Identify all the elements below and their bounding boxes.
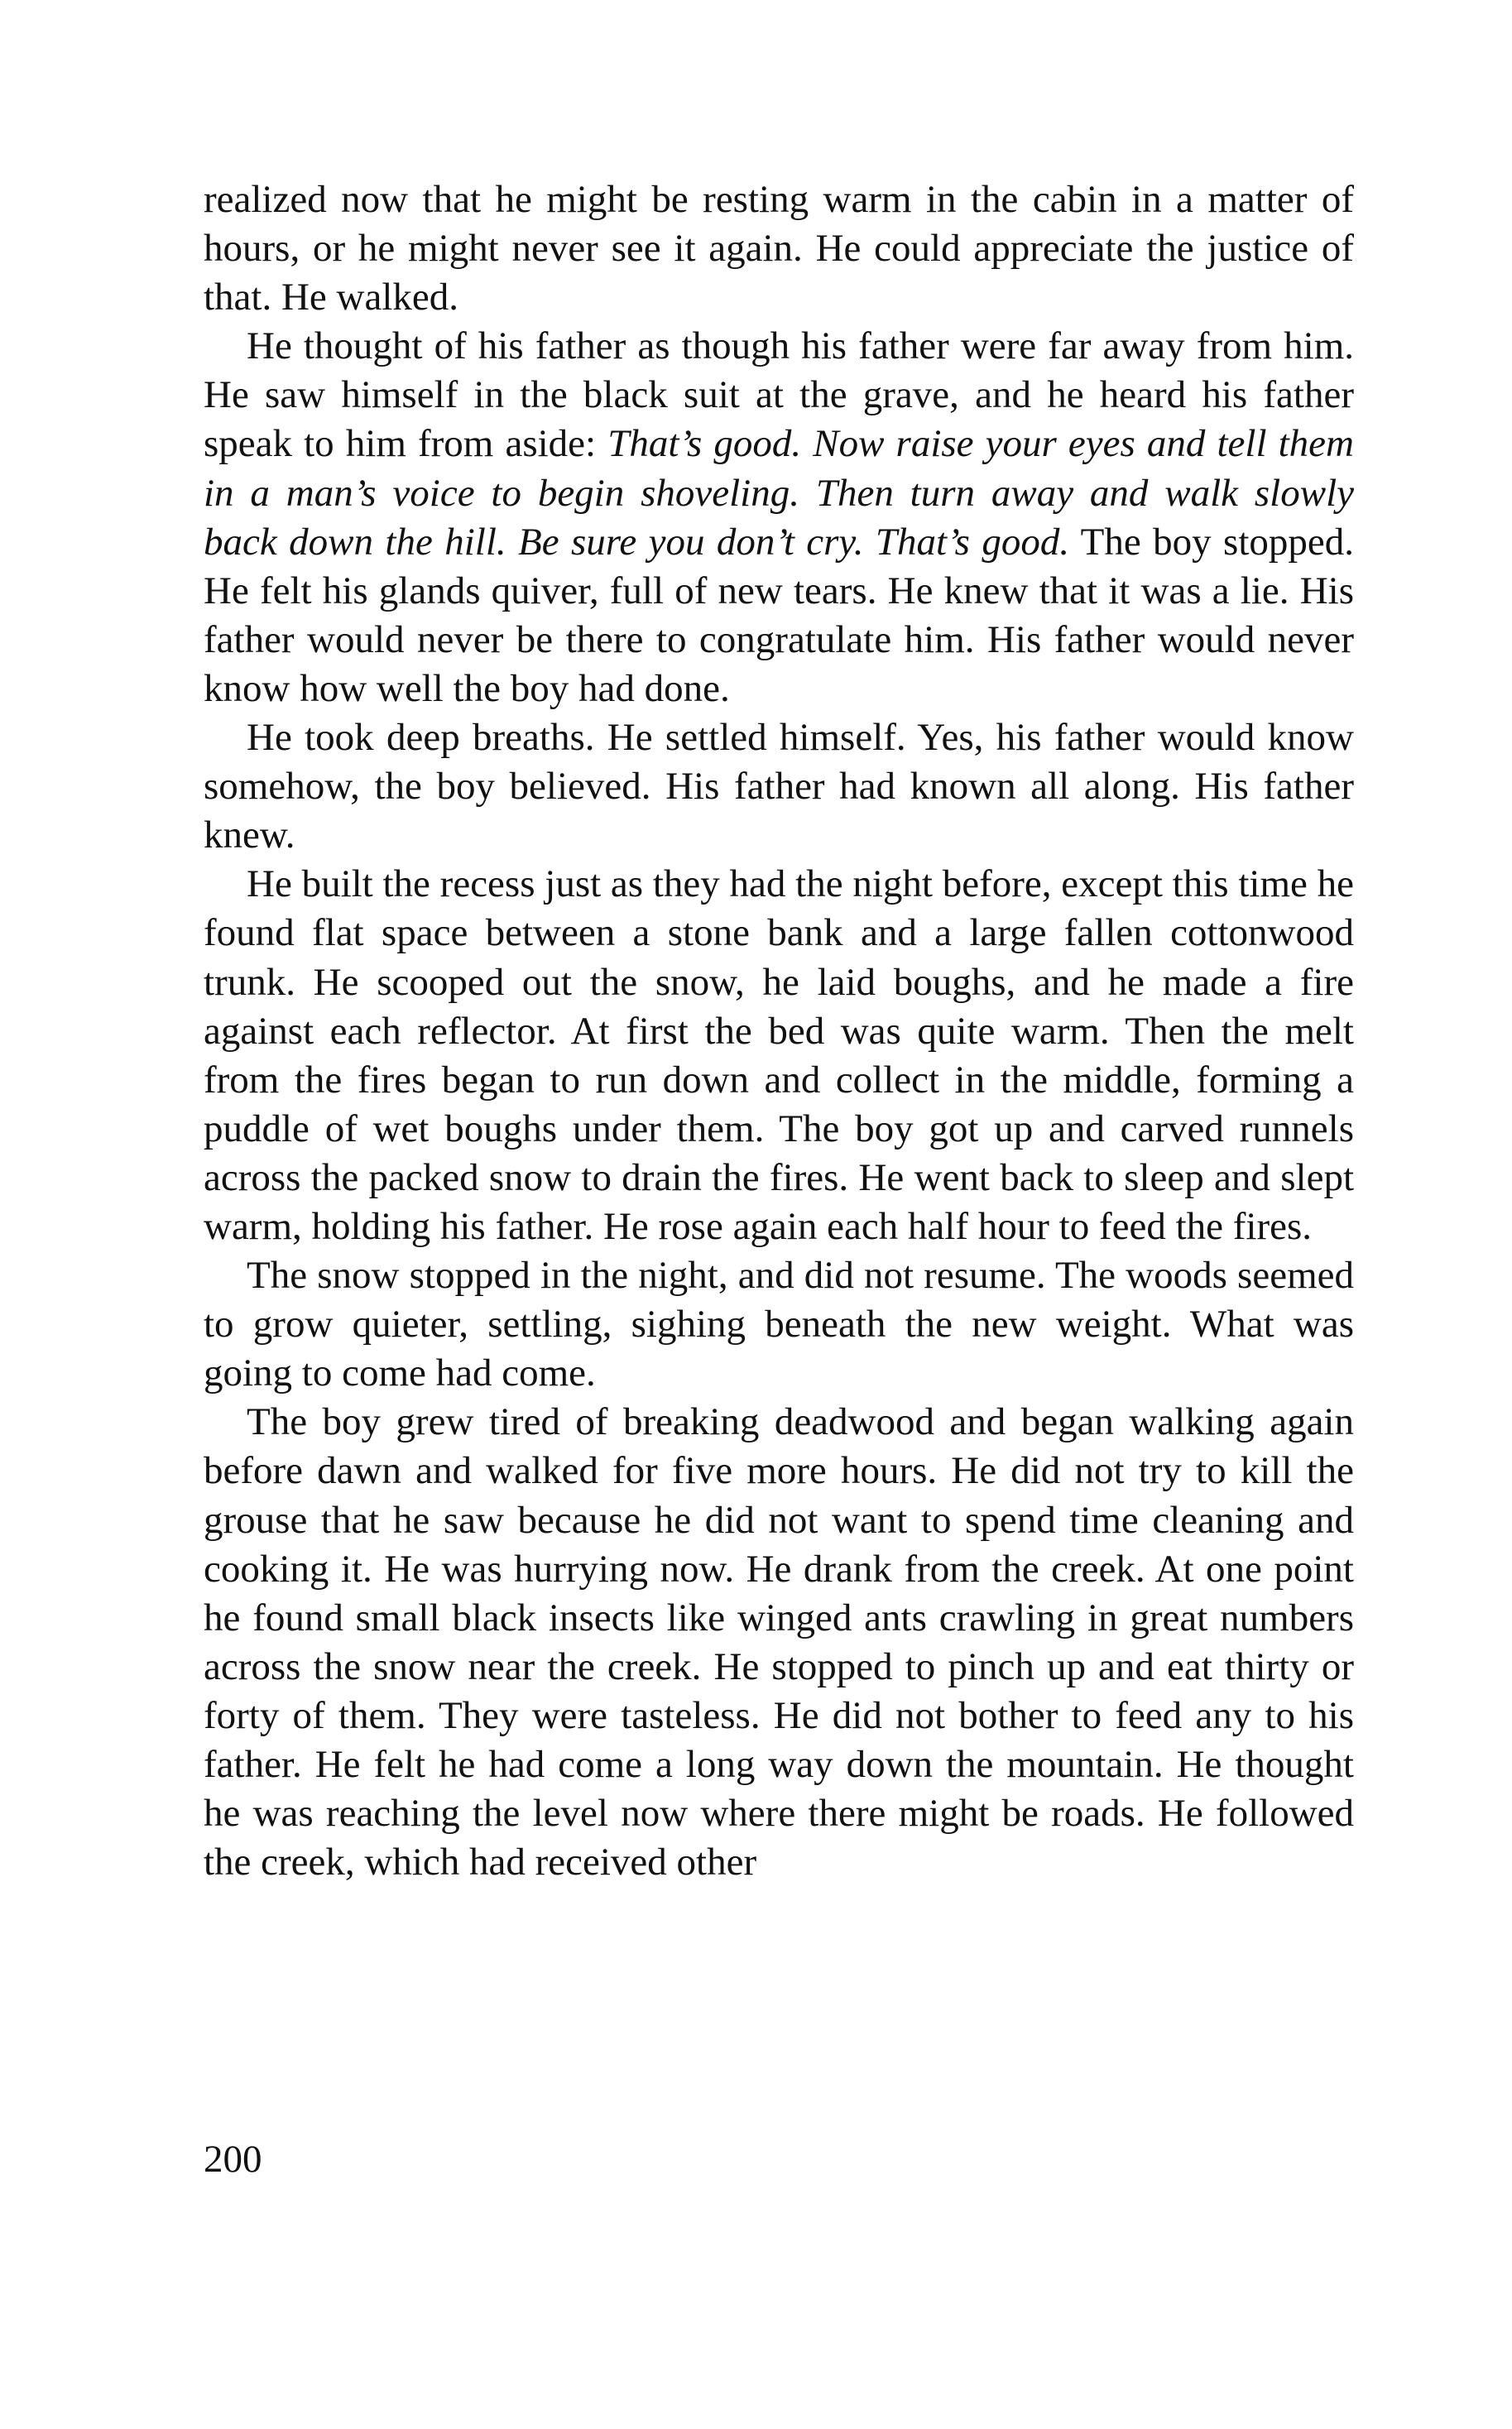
page-number: 200 — [204, 2138, 262, 2181]
text-span: realized now that he might be resting warm in the cabin in a matter of hours, or he might never see it again. He could appreciate the justice of that. He walked. — [204, 178, 1354, 319]
paragraph-6 — [204, 1398, 1354, 1887]
text-span: The boy grew tired of breaking deadwood and began walking again before dawn and walked for five more hours. He did not try to kill the grouse that he saw because he did not want to spend time cleaning and cooking it. He was hurrying now. He drank from the creek. At one point he found small black insects like winged ants crawling in great numbers across the snow near the creek. He stopped to pinch up and eat thirty or forty of them. They were tasteless. He did not bother to feed any to his father. He felt he had come a long way down the mountain. He thought he was reaching the level now where there might be roads. He followed the creek, which had received other — [204, 1400, 1354, 1884]
text-span: The snow stopped in the night, and did not resume. The woods seemed to grow quieter, settling, sighing beneath the new weight. What was going to come had come. — [204, 1254, 1354, 1395]
body-text — [204, 175, 1354, 1887]
paragraph-4 — [204, 860, 1354, 1251]
paragraph-1 — [204, 175, 1354, 322]
paragraph-5 — [204, 1251, 1354, 1398]
paragraph-3 — [204, 713, 1354, 860]
italic-text-span: That’s good. Now raise your eyes and tell them in a man’s voice to begin shoveling. Then turn away and walk slowly back down the hill. Be sure you don’t cry. That’s good. — [204, 422, 1354, 564]
text-span: He thought of his father as though his father were far away from him. He saw himself in the black suit at the grave, and he heard his father speak to him from aside: — [204, 324, 1354, 466]
text-span: He built the recess just as they had the night before, except this time he found flat space between a stone bank and a large fallen cottonwood trunk. He scooped out the snow, he laid boughs, and he made a fire against each reflector. At first the bed was quite warm. Then the melt from the fires began to run down and collect in the middle, forming a puddle of wet boughs under them. The boy got up and carved runnels across the packed snow to drain the fires. He went back to sleep and slept warm, holding his father. He rose again each half hour to feed the fires. — [204, 862, 1354, 1248]
text-span: The boy stopped. He felt his glands quiver, full of new tears. He knew that it was a lie. His father would never be there to congratulate him. His father would never know how well the boy had done. — [204, 520, 1354, 710]
paragraph-2 — [204, 322, 1354, 713]
text-span: He took deep breaths. He settled himself. Yes, his father would know somehow, the boy believed. His father had known all along. His father knew. — [204, 716, 1354, 857]
